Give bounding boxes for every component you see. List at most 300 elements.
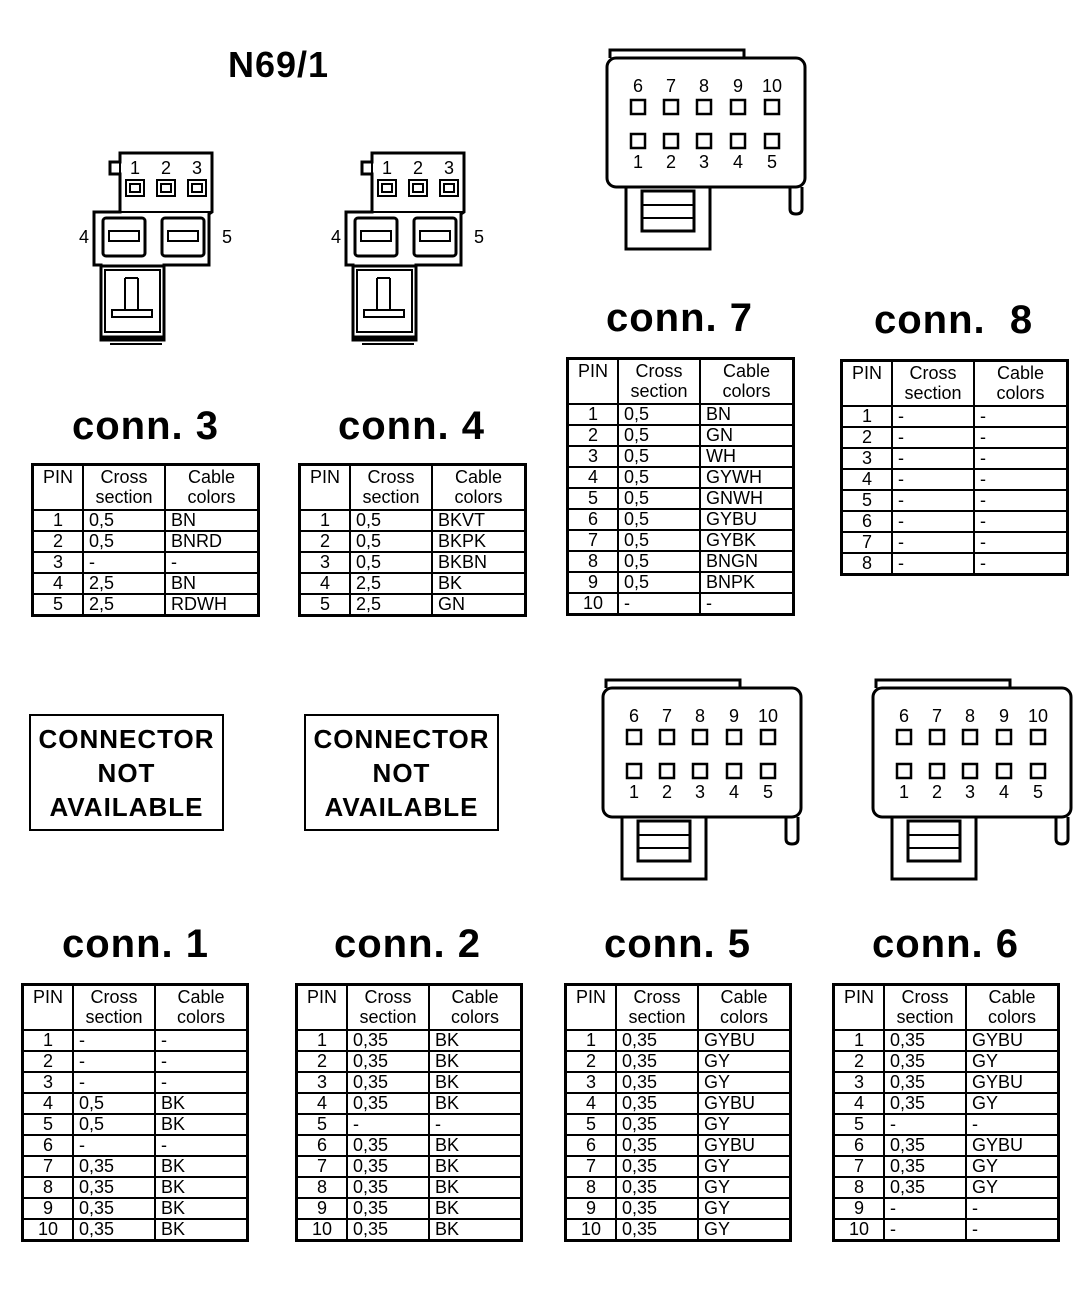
table-row [566,1219,791,1241]
pin-cell: 7 [23,1156,74,1177]
pin-label: 8 [694,706,706,726]
table-row [568,488,794,509]
pin-label: 2 [665,152,677,172]
cross-section-cell: - [73,1051,155,1072]
table-row [23,1114,248,1135]
pin-cell: 3 [23,1072,74,1093]
table-row [33,510,259,531]
pin-cell: 4 [33,573,84,594]
cross-section-header: Cross section [618,359,700,405]
cable-colors-header: Cable colors [698,985,791,1031]
not-available-line-3: AVAILABLE [324,792,479,822]
table-row [568,446,794,467]
conn6-title: conn. 6 [872,922,1020,966]
table-row [834,1198,1059,1219]
cable-color-cell: BK [429,1051,522,1072]
cable-color-cell: BK [429,1093,522,1114]
cable-color-cell: GYBU [698,1135,791,1156]
table-row [566,1135,791,1156]
pin-label: 1 [628,782,640,802]
pin-label: 7 [661,706,673,726]
pin-cell: 4 [297,1093,348,1114]
pin-cell: 1 [23,1030,74,1051]
not-available-line-2: NOT [372,758,431,788]
cross-section-cell: 0,5 [618,404,700,425]
table-row [23,1156,248,1177]
pin-cell: 8 [23,1177,74,1198]
cross-section-cell: 0,35 [347,1072,429,1093]
cable-color-cell: BN [165,510,259,531]
cable-color-cell: - [165,552,259,573]
conn4-title: conn. 4 [338,404,486,448]
pin-cell: 2 [297,1051,348,1072]
pin-cell: 1 [297,1030,348,1051]
pin-cell: 6 [568,509,619,530]
pin-label: 7 [665,76,677,96]
cable-color-cell: - [974,553,1068,575]
table-row [568,509,794,530]
cross-section-cell: 0,35 [347,1051,429,1072]
cross-section-cell: 0,35 [616,1156,698,1177]
cable-color-cell: - [155,1072,248,1093]
pin-cell: 8 [566,1177,617,1198]
table-row [566,1093,791,1114]
cross-section-cell: 0,35 [616,1072,698,1093]
cross-section-cell: 0,35 [73,1156,155,1177]
not-available-line-2: NOT [97,758,156,788]
table-row [842,532,1068,553]
pin-label: 6 [628,706,640,726]
pin-label: 3 [694,782,706,802]
table-row [297,1219,522,1241]
table-row [842,448,1068,469]
table-header-row [297,985,522,1031]
cable-color-cell: - [974,469,1068,490]
table-row [33,552,259,573]
table-row [300,531,526,552]
table-row [33,573,259,594]
cross-section-cell: 0,35 [347,1177,429,1198]
pin-header: PIN [300,465,351,511]
table-row [842,469,1068,490]
cross-section-cell: 0,5 [350,531,432,552]
cable-color-cell: GY [698,1198,791,1219]
table-row [834,1156,1059,1177]
cable-color-cell: GYBU [700,509,794,530]
cross-section-cell: - [884,1219,966,1241]
pin-cell: 2 [566,1051,617,1072]
conn8-table [840,359,1069,576]
cable-color-cell: BK [429,1219,522,1241]
table-row [568,425,794,446]
cross-section-cell: 0,5 [83,510,165,531]
cable-color-cell: GY [698,1051,791,1072]
connector-drawing-conn7 [604,44,814,254]
cable-color-cell: - [974,532,1068,553]
pin-cell: 6 [297,1135,348,1156]
pin-label: 5 [1032,782,1044,802]
table-row [566,1114,791,1135]
cross-section-cell: 0,5 [618,425,700,446]
pin-cell: 9 [834,1198,885,1219]
pin-label: 5 [766,152,778,172]
cable-colors-header: Cable colors [432,465,526,511]
table-header-row [300,465,526,511]
cross-section-cell: - [884,1114,966,1135]
cross-section-cell: - [892,553,974,575]
pin-label: 3 [443,158,455,178]
table-row [842,553,1068,575]
cable-color-cell: BK [155,1093,248,1114]
pin-cell: 10 [297,1219,348,1241]
cross-section-cell: - [892,448,974,469]
cable-color-cell: - [974,427,1068,448]
pin-label: 10 [1027,706,1049,726]
cable-colors-header: Cable colors [700,359,794,405]
connector-drawing-conn5 [600,674,810,884]
cross-section-cell: - [618,593,700,615]
cable-color-cell: GYBK [700,530,794,551]
pin-label: 5 [473,227,485,247]
conn7-table [566,357,795,616]
pin-label: 5 [221,227,233,247]
cable-color-cell: BNRD [165,531,259,552]
pin-cell: 6 [842,511,893,532]
cable-color-cell: GY [698,1177,791,1198]
pin-cell: 10 [23,1219,74,1241]
pin-label: 3 [191,158,203,178]
conn5-title: conn. 5 [604,922,752,966]
table-row [297,1198,522,1219]
pin-cell: 10 [566,1219,617,1241]
cross-section-cell: 0,5 [350,510,432,531]
pin-cell: 3 [297,1072,348,1093]
cable-color-cell: BK [429,1072,522,1093]
pin-cell: 2 [568,425,619,446]
pin-cell: 5 [842,490,893,511]
conn1-table [21,983,249,1242]
table-row [566,1177,791,1198]
pin-cell: 7 [568,530,619,551]
pin-cell: 10 [834,1219,885,1241]
table-row [33,531,259,552]
cable-color-cell: GY [698,1114,791,1135]
cross-section-cell: 0,35 [347,1156,429,1177]
cross-section-cell: 0,35 [347,1219,429,1241]
cross-section-cell: 0,35 [73,1219,155,1241]
pin-label: 2 [160,158,172,178]
table-row [23,1030,248,1051]
pin-cell: 9 [566,1198,617,1219]
pin-cell: 5 [568,488,619,509]
cable-colors-header: Cable colors [974,361,1068,407]
table-row [566,1051,791,1072]
cable-color-cell: BK [429,1198,522,1219]
table-row [300,552,526,573]
table-row [568,467,794,488]
pin-cell: 3 [568,446,619,467]
table-row [834,1051,1059,1072]
table-row [834,1177,1059,1198]
table-row [566,1198,791,1219]
cross-section-cell: 0,35 [616,1198,698,1219]
cross-section-cell: 0,5 [350,552,432,573]
cable-color-cell: - [155,1135,248,1156]
cross-section-cell: 0,35 [884,1093,966,1114]
cable-color-cell: BK [429,1156,522,1177]
cable-color-cell: BK [155,1198,248,1219]
cross-section-cell: 0,35 [884,1135,966,1156]
conn2-title: conn. 2 [334,922,482,966]
table-row [23,1072,248,1093]
pin-label: 3 [964,782,976,802]
table-row [842,406,1068,427]
cross-section-cell: - [73,1030,155,1051]
cross-section-header: Cross section [616,985,698,1031]
cross-section-cell: 0,35 [347,1198,429,1219]
table-row [566,1072,791,1093]
pin-header: PIN [842,361,893,407]
cross-section-cell: 0,5 [73,1093,155,1114]
table-row [834,1114,1059,1135]
cable-color-cell: BN [700,404,794,425]
cross-section-cell: - [892,490,974,511]
cable-color-cell: BK [155,1177,248,1198]
table-row [568,572,794,593]
cable-color-cell: GY [966,1093,1059,1114]
cable-color-cell: - [974,406,1068,427]
cable-color-cell: BKVT [432,510,526,531]
pin-cell: 2 [23,1051,74,1072]
pin-label: 6 [898,706,910,726]
pin-cell: 7 [566,1156,617,1177]
table-header-row [566,985,791,1031]
table-row [566,1030,791,1051]
conn7-title: conn. 7 [606,296,754,340]
cable-color-cell: BK [432,573,526,594]
conn5-table [564,983,792,1242]
cross-section-cell: 0,35 [616,1177,698,1198]
cross-section-cell: 0,35 [884,1072,966,1093]
pin-label: 1 [381,158,393,178]
pin-label: 1 [898,782,910,802]
pin-cell: 9 [568,572,619,593]
cross-section-cell: 0,5 [618,572,700,593]
pin-label: 2 [412,158,424,178]
cross-section-cell: 0,35 [73,1198,155,1219]
cable-color-cell: GY [966,1051,1059,1072]
cross-section-cell: 0,5 [618,446,700,467]
cable-color-cell: GY [966,1156,1059,1177]
table-row [566,1156,791,1177]
cross-section-header: Cross section [884,985,966,1031]
pin-cell: 5 [300,594,351,616]
table-row [834,1135,1059,1156]
pin-cell: 1 [834,1030,885,1051]
conn2-table [295,983,523,1242]
cross-section-cell: - [892,511,974,532]
pin-cell: 1 [300,510,351,531]
cross-section-cell: 0,35 [884,1051,966,1072]
cross-section-cell: - [73,1135,155,1156]
pin-cell: 2 [834,1051,885,1072]
cross-section-cell: - [892,469,974,490]
table-header-row [842,361,1068,407]
table-row [23,1135,248,1156]
table-row [297,1114,522,1135]
table-row [23,1093,248,1114]
cross-section-cell: 0,35 [73,1177,155,1198]
table-row [300,594,526,616]
cross-section-cell: - [347,1114,429,1135]
cable-color-cell: GYBU [966,1072,1059,1093]
conn3-table [31,463,260,617]
conn8-title: conn. 8 [874,298,1034,342]
cable-color-cell: - [974,448,1068,469]
pin-label: 9 [732,76,744,96]
pin-header: PIN [568,359,619,405]
pin-label: 4 [330,227,342,247]
pin-cell: 4 [834,1093,885,1114]
pin-cell: 3 [300,552,351,573]
pin-label: 4 [732,152,744,172]
pin-label: 10 [757,706,779,726]
cable-color-cell: - [966,1114,1059,1135]
table-row [297,1093,522,1114]
conn2-not-available-box [304,714,499,831]
cable-colors-header: Cable colors [966,985,1059,1031]
cross-section-cell: 0,35 [884,1177,966,1198]
pin-cell: 4 [568,467,619,488]
cable-colors-header: Cable colors [429,985,522,1031]
cable-color-cell: BK [155,1219,248,1241]
cable-color-cell: GYBU [966,1135,1059,1156]
table-row [23,1051,248,1072]
cross-section-cell: 0,35 [884,1156,966,1177]
pin-header: PIN [297,985,348,1031]
cable-color-cell: GY [698,1072,791,1093]
cross-section-cell: 2,5 [350,573,432,594]
cross-section-cell: 0,35 [347,1093,429,1114]
cable-color-cell: GN [432,594,526,616]
cross-section-cell: 2,5 [83,573,165,594]
cable-color-cell: GN [700,425,794,446]
cable-color-cell: BKPK [432,531,526,552]
cross-section-header: Cross section [83,465,165,511]
pin-cell: 5 [566,1114,617,1135]
cross-section-cell: - [83,552,165,573]
table-row [23,1219,248,1241]
cross-section-cell: 0,5 [618,509,700,530]
pin-cell: 4 [300,573,351,594]
table-row [297,1072,522,1093]
pin-cell: 4 [842,469,893,490]
cross-section-cell: 0,35 [347,1030,429,1051]
pin-cell: 1 [568,404,619,425]
table-row [300,573,526,594]
connector-drawing-conn3 [78,150,238,350]
pin-cell: 8 [834,1177,885,1198]
cable-color-cell: - [429,1114,522,1135]
cross-section-cell: 0,35 [616,1030,698,1051]
table-header-row [33,465,259,511]
pin-cell: 5 [33,594,84,616]
cross-section-cell: - [892,406,974,427]
cable-color-cell: BK [429,1177,522,1198]
pin-cell: 6 [834,1135,885,1156]
pin-label: 9 [998,706,1010,726]
connector-drawing-conn4 [330,150,490,350]
table-row [297,1051,522,1072]
conn1-not-available-box [29,714,224,831]
pin-label: 4 [998,782,1010,802]
table-row [297,1177,522,1198]
pin-label: 5 [762,782,774,802]
cross-section-cell: 0,35 [884,1030,966,1051]
cable-color-cell: BN [165,573,259,594]
cable-colors-header: Cable colors [165,465,259,511]
pin-header: PIN [566,985,617,1031]
pin-cell: 4 [23,1093,74,1114]
conn4-table [298,463,527,617]
cross-section-cell: - [892,427,974,448]
not-available-line-3: AVAILABLE [49,792,204,822]
pin-cell: 8 [842,553,893,575]
cross-section-cell: 0,5 [73,1114,155,1135]
cross-section-cell: - [73,1072,155,1093]
pin-label: 1 [632,152,644,172]
pin-header: PIN [23,985,74,1031]
pin-cell: 3 [33,552,84,573]
table-row [568,551,794,572]
conn1-title: conn. 1 [62,922,210,966]
cable-color-cell: BNGN [700,551,794,572]
component-title: N69/1 [228,44,330,85]
cable-color-cell: GYBU [698,1030,791,1051]
not-available-line-1: CONNECTOR [313,724,490,754]
connector-drawing-conn6 [870,674,1080,884]
pin-cell: 7 [842,532,893,553]
cable-color-cell: - [155,1051,248,1072]
pin-cell: 5 [23,1114,74,1135]
pin-label: 10 [761,76,783,96]
pin-cell: 10 [568,593,619,615]
pin-label: 1 [129,158,141,178]
table-row [33,594,259,616]
conn6-table [832,983,1060,1242]
cable-color-cell: GY [966,1177,1059,1198]
pin-cell: 6 [23,1135,74,1156]
cross-section-cell: 0,35 [616,1135,698,1156]
cross-section-cell: 0,5 [618,488,700,509]
pin-cell: 3 [566,1072,617,1093]
table-row [834,1072,1059,1093]
pin-label: 3 [698,152,710,172]
cable-color-cell: RDWH [165,594,259,616]
cross-section-cell: 0,5 [618,551,700,572]
pin-cell: 9 [23,1198,74,1219]
cross-section-cell: 2,5 [350,594,432,616]
cable-color-cell: - [974,490,1068,511]
cable-color-cell: - [974,511,1068,532]
table-row [834,1030,1059,1051]
table-row [297,1135,522,1156]
pin-cell: 2 [842,427,893,448]
pin-cell: 9 [297,1198,348,1219]
table-header-row [23,985,248,1031]
pin-label: 2 [931,782,943,802]
cable-color-cell: BNPK [700,572,794,593]
